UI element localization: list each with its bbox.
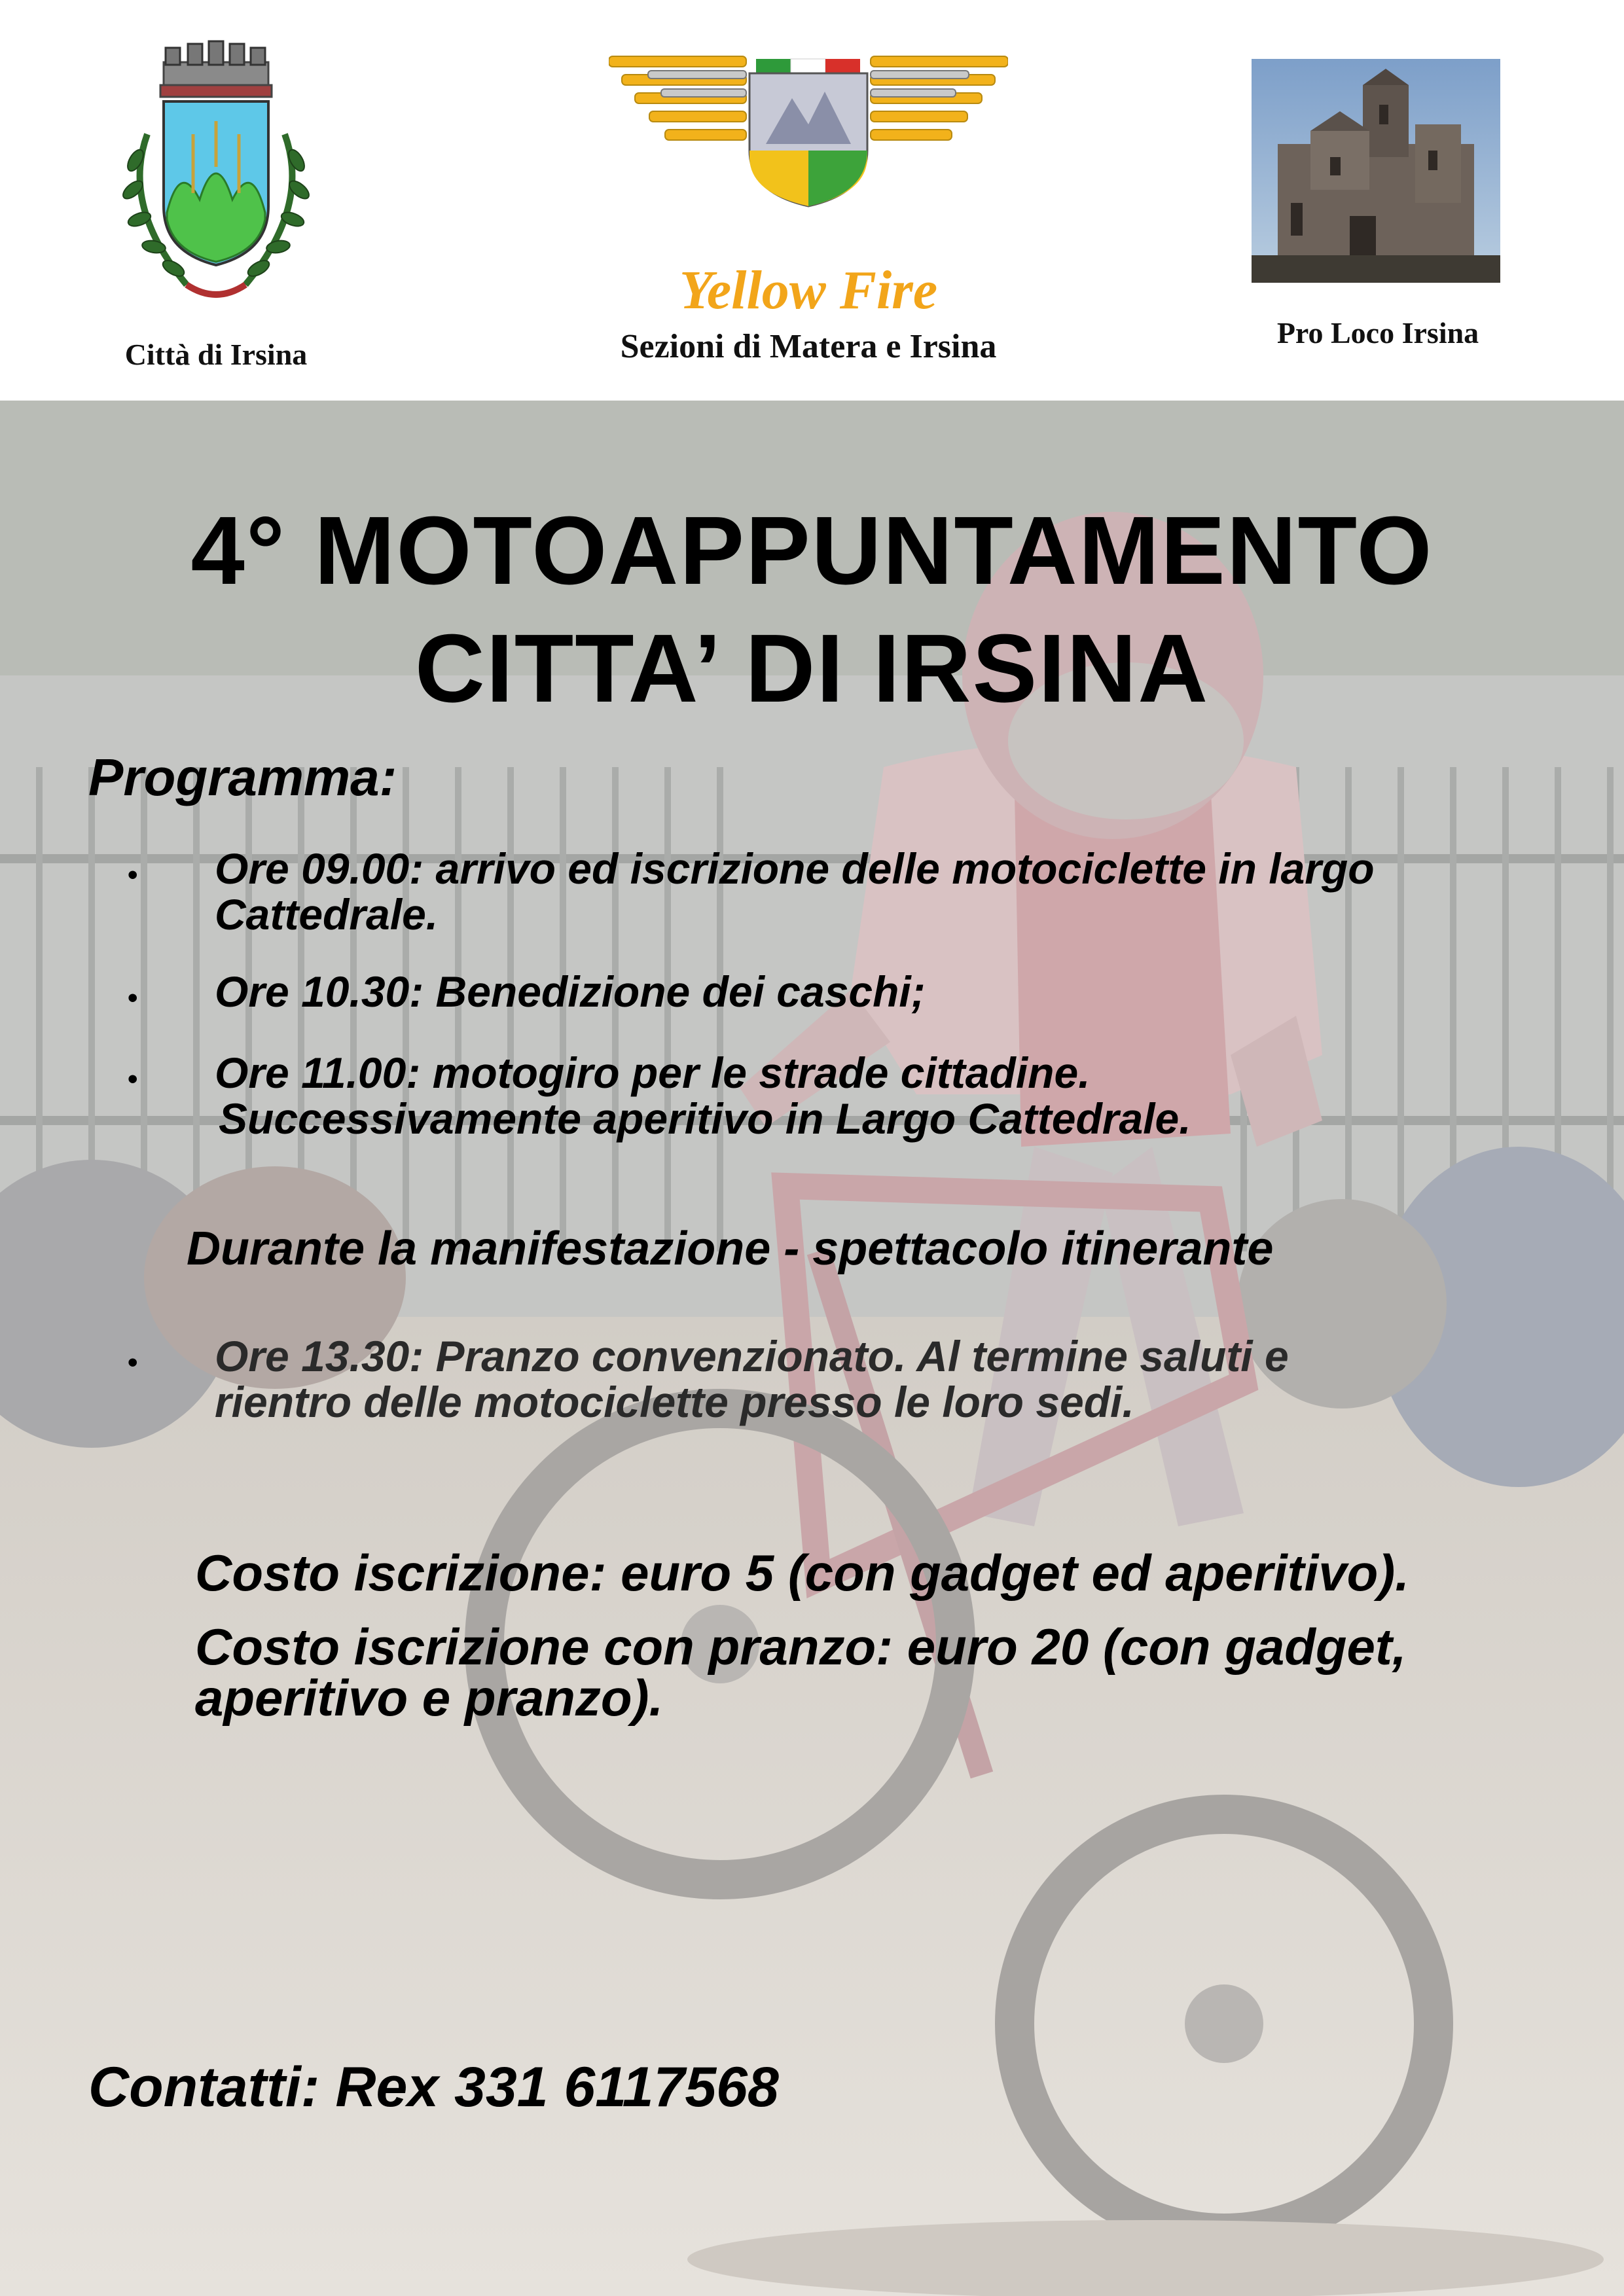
bullet-icon: •: [128, 982, 138, 1014]
cost-with-lunch-line2: aperitivo e pranzo).: [195, 1669, 664, 1727]
cost-basic: Costo iscrizione: euro 5 (con gadget ed aperitivo).: [195, 1544, 1409, 1602]
lunch-item-line2: rientro delle motociclette presso le loro sedi.: [215, 1378, 1134, 1426]
club-subtitle: Sezioni di Matera e Irsina: [620, 328, 997, 365]
event-title-line2: CITTA’ DI IRSINA: [414, 615, 1210, 723]
bullet-icon: •: [128, 1346, 138, 1378]
durante-note: Durante la manifestazione - spettacolo itinerante: [187, 1223, 1274, 1275]
program-item-line1: Ore 11.00: motogiro per le strade cittadine.: [215, 1049, 1091, 1097]
proloco-label: Pro Loco Irsina: [1276, 316, 1479, 350]
cathedral-photo: [1252, 59, 1500, 283]
program-item-line2: Cattedrale.: [215, 890, 439, 939]
cost-with-lunch-line1: Costo iscrizione con pranzo: euro 20 (con gadget,: [195, 1618, 1407, 1676]
program-item-line1: Ore 10.30: Benedizione dei caschi;: [215, 967, 926, 1016]
lunch-item-line1: Ore 13.30: Pranzo convenzionato. Al termine saluti e: [215, 1332, 1289, 1380]
contact-info: Contatti: Rex 331 6117568: [88, 2056, 779, 2119]
program-item: [215, 1050, 1563, 1141]
bullet-icon: •: [128, 859, 138, 891]
yellow-fire-logo-icon: [609, 52, 1008, 209]
poster-body: [0, 401, 1624, 2296]
cost-with-lunch: [195, 1618, 1570, 1727]
programma-heading: Programma:: [88, 748, 397, 806]
program-item: [215, 846, 1563, 937]
bullet-icon: •: [128, 1063, 138, 1095]
program-item: [215, 969, 1563, 1014]
event-title-line1: 4° MOTOAPPUNTAMENTO: [190, 497, 1434, 605]
club-title: Yellow Fire: [679, 260, 938, 321]
city-crest-icon: [108, 36, 324, 317]
program-item-line1: Ore 09.00: arrivo ed iscrizione delle motociclette in largo: [215, 844, 1375, 893]
lunch-item: [215, 1333, 1563, 1425]
event-title: [0, 492, 1624, 728]
header: [0, 0, 1624, 401]
program-item-line2: Successivamente aperitivo in Largo Cattedrale.: [219, 1094, 1191, 1143]
city-label: Città di Irsina: [124, 338, 308, 371]
